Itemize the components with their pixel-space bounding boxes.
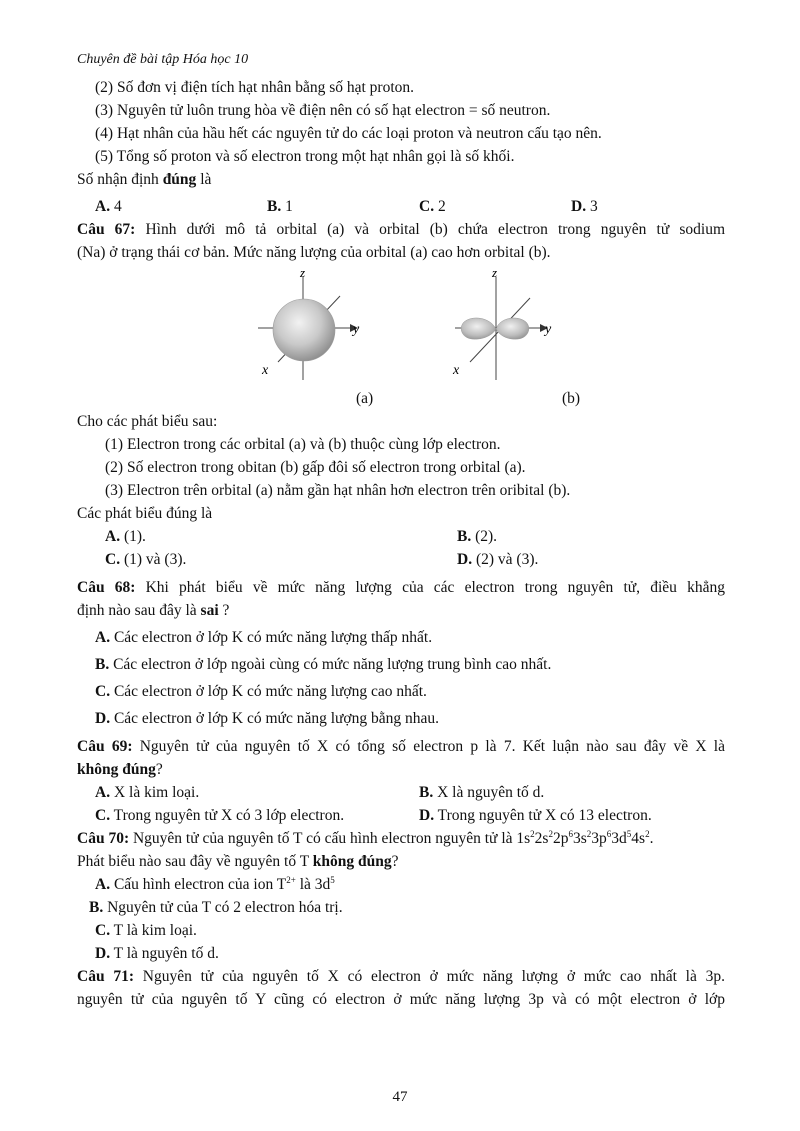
axis-x-label-a: x — [262, 363, 269, 378]
q69-option-b[interactable]: B. X là nguyên tố d. — [419, 784, 545, 801]
q66-option-a[interactable]: A. 4 — [95, 198, 122, 215]
page-header: Chuyên đề bài tập Hóa học 10 — [77, 52, 249, 67]
caption-a: (a) — [356, 390, 374, 407]
q70-text-line1: Câu 70: Nguyên tử của nguyên tố T có cấu hình electron nguyên tử là $1s^22s^22p^63s^23p^63d^54s^2$. — [77, 829, 654, 847]
q71-text-line2: nguyên tử của nguyên tố Y cũng có electron ở mức năng lượng 3p và có một electron ở lớp — [77, 991, 725, 1008]
caption-b: (b) — [562, 390, 581, 407]
q66-statement: (2) Số đơn vị điện tích hạt nhân bằng số hạt proton. — [95, 79, 415, 96]
q67-option-d[interactable]: D. (2) và (3). — [457, 551, 539, 568]
q70-option-b[interactable]: B. Nguyên tử của T có 2 electron hóa trị. — [89, 899, 343, 916]
orbital-b-diagram — [452, 265, 552, 380]
q66-option-d[interactable]: D. 3 — [571, 198, 598, 215]
q66-option-b[interactable]: B. 1 — [267, 198, 293, 215]
p-orbital-lobe-right — [496, 318, 529, 339]
q67-text-line1: Câu 67: Hình dưới mô tả orbital (a) và orbital (b) chứa electron trong nguyên tử sodium — [77, 221, 725, 238]
q66-statement: (4) Hạt nhân của hầu hết các nguyên tử do các loại proton và neutron cấu tạo nên. — [95, 125, 602, 142]
q67-statement: (1) Electron trong các orbital (a) và (b) thuộc cùng lớp electron. — [105, 436, 501, 453]
q68-option-c[interactable]: C. Các electron ở lớp K có mức năng lượng cao nhất. — [95, 683, 427, 700]
axis-z-label-b: z — [492, 265, 498, 280]
q67-option-a[interactable]: A. (1). — [105, 528, 146, 545]
q68-option-a[interactable]: A. Các electron ở lớp K có mức năng lượng thấp nhất. — [95, 629, 433, 646]
electron-configuration: $1s^22s^22p^63s^23p^63d^54s^2$. — [516, 829, 654, 847]
q67-statement: (3) Electron trên orbital (a) nằm gần hạt nhân hơn electron trên oribital (b). — [105, 482, 571, 499]
q68-text-line1: Câu 68: Khi phát biểu về mức năng lượng của các electron trong nguyên tử, điều khẳng — [77, 579, 725, 596]
q69-option-a[interactable]: A. X là kim loại. — [95, 784, 200, 801]
q67-prompt: Các phát biểu đúng là — [77, 505, 213, 522]
q66-statement: (5) Tổng số proton và số electron trong một hạt nhân gọi là số khối. — [95, 148, 515, 165]
q67-option-c[interactable]: C. (1) và (3). — [105, 551, 187, 568]
q66-option-c[interactable]: C. 2 — [419, 198, 446, 215]
s-orbital-sphere — [273, 299, 335, 361]
orbital-figure — [250, 262, 570, 384]
q67-text-line2: (Na) ở trạng thái cơ bản. Mức năng lượng của orbital (a) cao hơn orbital (b). — [77, 244, 551, 261]
q70-text-line2: Phát biểu nào sau đây về nguyên tố T không đúng? — [77, 853, 399, 870]
page-number: 47 — [392, 1089, 408, 1105]
q67-intro: Cho các phát biểu sau: — [77, 413, 218, 430]
q66-prompt: Số nhận định đúng là — [77, 171, 212, 188]
axis-x-label-b: x — [453, 363, 460, 378]
q69-option-c[interactable]: C. Trong nguyên tử X có 3 lớp electron. — [95, 807, 345, 824]
q69-option-d[interactable]: D. Trong nguyên tử X có 13 electron. — [419, 807, 652, 824]
q68-option-b[interactable]: B. Các electron ở lớp ngoài cùng có mức năng lượng trung bình cao nhất. — [95, 656, 552, 673]
q70-option-a[interactable]: A. Cấu hình electron của ion $T^{2+}$ là $3d^5$ — [95, 875, 335, 893]
q66-statement: (3) Nguyên tử luôn trung hòa về điện nên có số hạt electron = số neutron. — [95, 102, 551, 119]
axis-y-label-b: y — [545, 322, 552, 337]
q71-text-line1: Câu 71: Nguyên tử của nguyên tố X có electron ở mức năng lượng ở mức cao nhất là 3p. — [77, 968, 725, 985]
q68-option-d[interactable]: D. Các electron ở lớp K có mức năng lượng bằng nhau. — [95, 710, 439, 727]
q67-option-b[interactable]: B. (2). — [457, 528, 498, 545]
p-orbital-lobe-left — [461, 318, 496, 339]
q70-option-c[interactable]: C. T là kim loại. — [95, 922, 197, 939]
q68-text-line2: định nào sau đây là sai ? — [77, 602, 230, 619]
q69-text-line2: không đúng? — [77, 761, 163, 778]
axis-z-label-a: z — [300, 265, 306, 280]
q67-statement: (2) Số electron trong obitan (b) gấp đôi số electron trong orbital (a). — [105, 459, 526, 476]
orbital-a-diagram — [258, 265, 360, 380]
q69-text-line1: Câu 69: Nguyên tử của nguyên tố X có tổng số electron p là 7. Kết luận nào sau đây về X là — [77, 738, 725, 755]
axis-y-label-a: y — [353, 322, 360, 337]
q70-option-d[interactable]: D. T là nguyên tố d. — [95, 945, 219, 962]
